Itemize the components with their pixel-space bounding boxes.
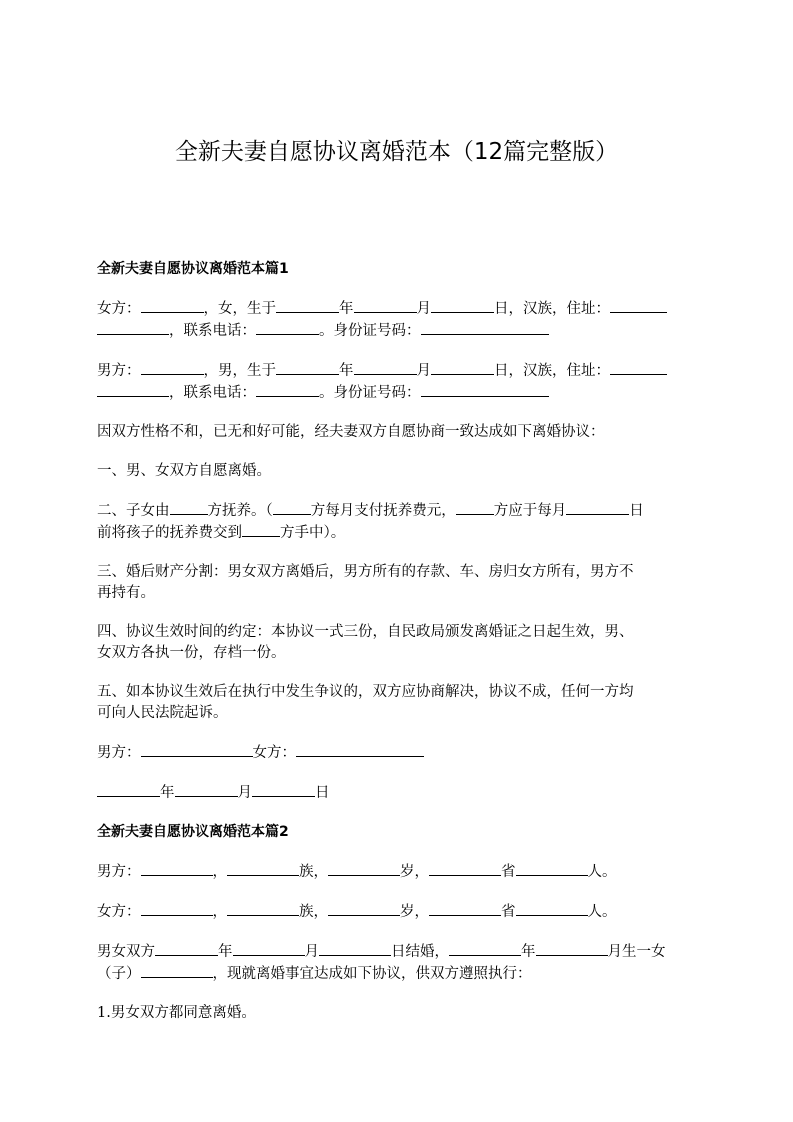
blank-field [256, 382, 319, 397]
blank-field [141, 360, 204, 375]
blank-field [610, 298, 667, 313]
blank-field [328, 901, 400, 916]
section1-heading: 全新夫妻自愿协议离婚范本篇1 [97, 261, 289, 277]
blank-field [610, 360, 667, 375]
blank-field [566, 500, 629, 515]
blank-field [273, 500, 311, 515]
blank-field [449, 941, 521, 956]
blank-field [227, 901, 299, 916]
blank-field [456, 500, 494, 515]
blank-field [242, 522, 280, 537]
marriage-line1: 男女双方 年 月 日结婚， 年 月生一女 [97, 941, 697, 963]
clause-1: 一、男、女双方自愿离婚。 [97, 463, 271, 479]
male-info-line: 男方： ， 族， 岁， 省 人。 [97, 861, 697, 883]
blank-field [141, 298, 204, 313]
blank-field [516, 901, 588, 916]
clause-2-line2: 前将孩子的抚养费交到 方手中）。 [97, 522, 697, 544]
blank-field [431, 298, 494, 313]
clause-5-line2: 可向人民法院起诉。 [97, 705, 228, 721]
clause-3-line1: 三、婚后财产分割：男女双方离婚后，男方所有的存款、车、房归女方所有，男方不 [97, 564, 634, 580]
blank-field [97, 382, 169, 397]
blank-field [328, 861, 400, 876]
blank-field [421, 320, 549, 335]
clause-2-line1: 二、子女由 方抚养。（ 方每月支付抚养费元， 方应于每月 日 [97, 500, 697, 522]
document-title: 全新夫妻自愿协议离婚范本（12篇完整版） [174, 139, 619, 165]
blank-field [536, 941, 608, 956]
document-body [97, 259, 697, 1024]
blank-field [296, 742, 424, 757]
blank-field [141, 963, 213, 978]
blank-field [97, 782, 160, 797]
blank-field [155, 941, 218, 956]
blank-field [354, 298, 417, 313]
blank-field [429, 861, 501, 876]
female-info-line: 女方： ， 族， 岁， 省 人。 [97, 901, 697, 923]
blank-field [431, 360, 494, 375]
date-line: 年 月 日 [97, 782, 697, 804]
blank-field [252, 782, 315, 797]
blank-field [429, 901, 501, 916]
blank-field [276, 298, 339, 313]
blank-field [170, 500, 208, 515]
blank-field [354, 360, 417, 375]
blank-field [141, 861, 213, 876]
blank-field [175, 782, 238, 797]
section2-heading: 全新夫妻自愿协议离婚范本篇2 [97, 824, 289, 840]
clause-4-line1: 四、协议生效时间的约定：本协议一式三份，自民政局颁发离婚证之日起生效，男、 [97, 624, 634, 640]
male-info-line2: ，联系电话： 。身份证号码： [97, 382, 697, 404]
signature-line: 男方： 女方： [97, 742, 697, 764]
blank-field [256, 320, 319, 335]
clause-2-1: 1.男女双方都同意离婚。 [97, 1005, 256, 1021]
blank-field [319, 941, 391, 956]
blank-field [227, 861, 299, 876]
blank-field [141, 742, 253, 757]
clause-5-line1: 五、如本协议生效后在执行中发生争议的，双方应协商解决，协议不成，任何一方均 [97, 684, 634, 700]
female-info-line2: ，联系电话： 。身份证号码： [97, 320, 697, 342]
blank-field [233, 941, 305, 956]
intro-paragraph: 因双方性格不和，已无和好可能，经夫妻双方自愿协商一致达成如下离婚协议： [97, 424, 605, 440]
blank-field [421, 382, 549, 397]
clause-3-line2: 再持有。 [97, 585, 155, 601]
marriage-line2: （子） ，现就离婚事宜达成如下协议，供双方遵照执行： [97, 963, 697, 985]
male-info-line1: 男方： ，男，生于 年 月 日，汉族，住址： [97, 360, 697, 382]
blank-field [516, 861, 588, 876]
clause-4-line2: 女双方各执一份，存档一份。 [97, 645, 286, 661]
blank-field [276, 360, 339, 375]
blank-field [141, 901, 213, 916]
blank-field [97, 320, 169, 335]
female-info-line1: 女方： ，女，生于 年 月 日，汉族，住址： [97, 298, 697, 320]
